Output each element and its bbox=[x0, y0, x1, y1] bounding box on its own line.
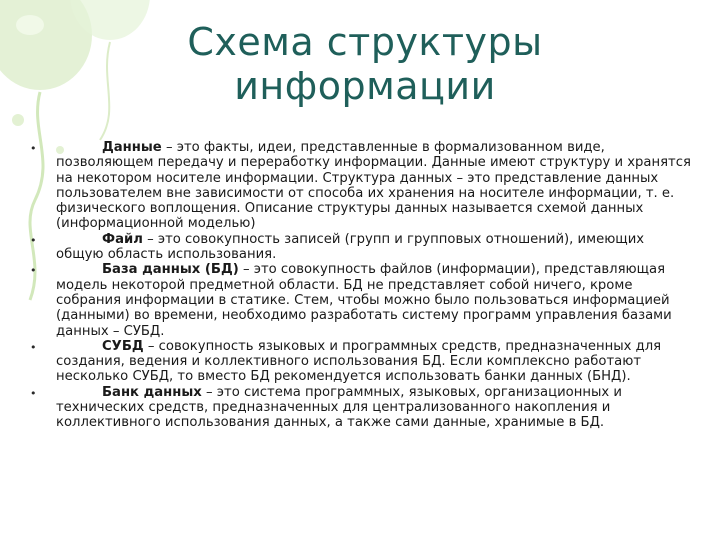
list-item bbox=[28, 232, 693, 263]
term-label: Файл bbox=[102, 231, 143, 247]
bullet-icon: • bbox=[30, 386, 37, 400]
term-label: Данные bbox=[102, 140, 162, 155]
term-definition: – это совокупность записей (групп и групповых отношений), имеющих общую область использования. bbox=[56, 231, 645, 263]
slide-title-line-2: информации bbox=[234, 64, 496, 108]
term-definition: – это факты, идеи, представленные в формализованном виде, позволяющем передачу и переработку информации. Данные имеют структуру и хранятся на некотором носителе информации. Структура данных – это представление данных пользователем вне зависимости от способа их хранения на носителе информации, т. е. физического воплощения. Описание структуры данных называется схемой данных (информационной моделью) bbox=[56, 140, 691, 232]
bullet-icon: • bbox=[30, 264, 37, 278]
bullet-icon: • bbox=[30, 340, 37, 354]
list-item bbox=[28, 262, 693, 338]
bullet-icon: • bbox=[30, 142, 37, 155]
term-label: СУБД bbox=[102, 338, 144, 354]
term-definition: – это система программных, языковых, организационных и технических средств, предназначенных для централизованного накопления и коллективного использования данных, а также сами данные, хранимые в БД. bbox=[56, 384, 622, 431]
term-label: База данных (БД) bbox=[102, 262, 239, 278]
bullet-icon: • bbox=[30, 233, 37, 247]
list-item bbox=[28, 140, 693, 232]
list-item bbox=[28, 385, 693, 431]
term-definition: – совокупность языковых и программных средств, предназначенных для создания, ведения и коллективного использования БД. Если комплексно работают несколько СУБД, то вместо БД рекомендуется использовать банки данных (БНД). bbox=[56, 338, 662, 385]
term-label: Банк данных bbox=[102, 384, 202, 400]
slide-title bbox=[130, 20, 600, 108]
bullet-list bbox=[28, 140, 693, 431]
slide-title-line-1: Схема структуры bbox=[187, 20, 543, 64]
list-item bbox=[28, 339, 693, 385]
term-definition: – это совокупность файлов (информации), представляющая модель некоторой предметной области. БД не представляет собой ничего, кроме собрания информации в статике. Стем, чтобы можно было пользоваться информацией (данными) во времени, необходимо разработать систему программ управления базами данных – СУБД. bbox=[56, 262, 672, 339]
